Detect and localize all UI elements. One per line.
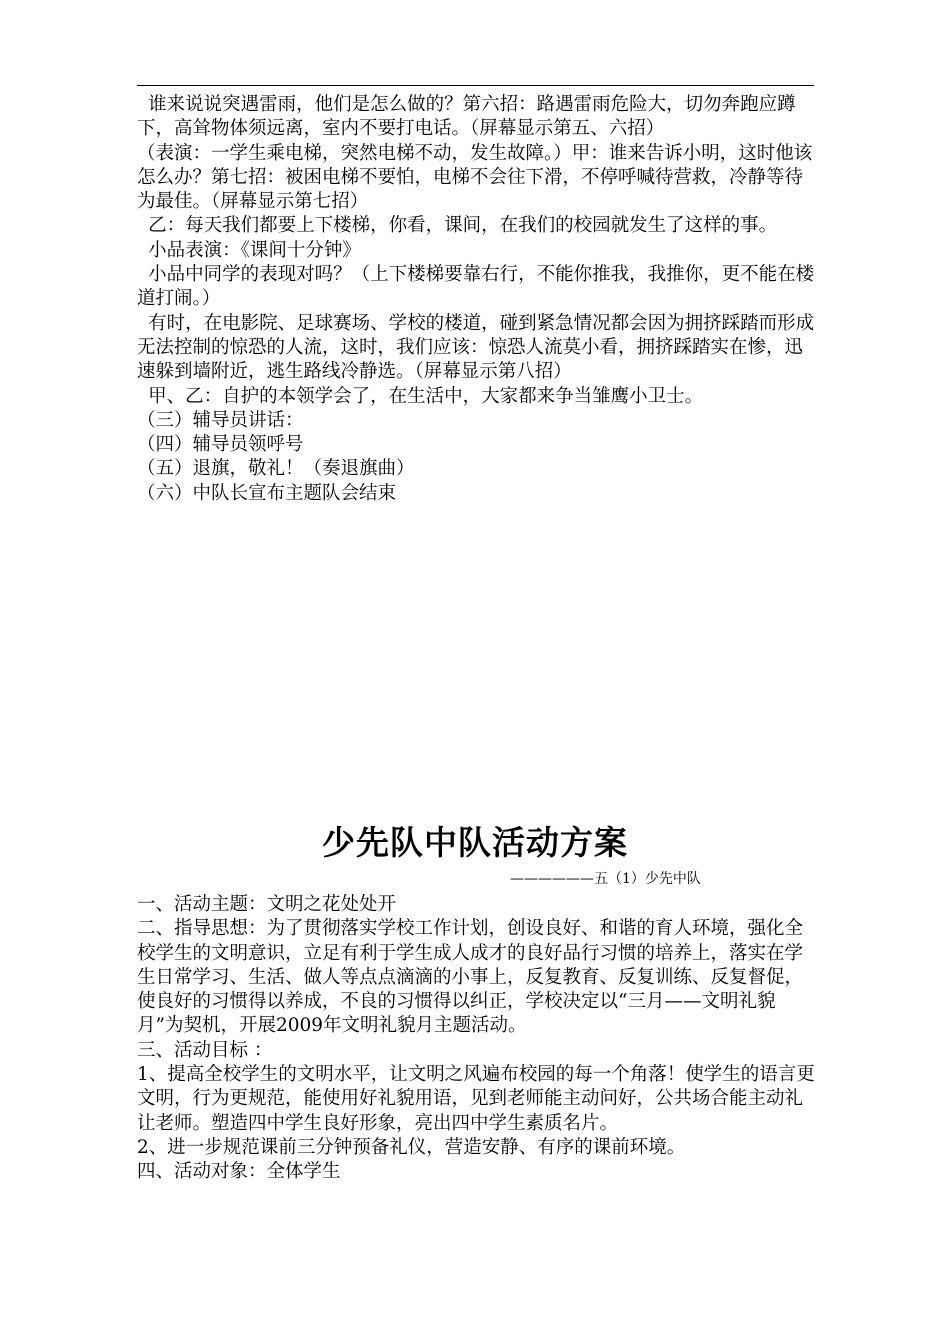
- paragraph: 乙：每天我们都要上下楼梯，你看，课间，在我们的校园就发生了这样的事。: [148, 215, 778, 237]
- paragraph: 三、活动目标 ：: [137, 1039, 273, 1061]
- paragraph: （五）退旗，敬礼！（奏退旗曲）: [137, 458, 415, 480]
- paragraph: （四）辅导员领呼号: [137, 434, 304, 456]
- paragraph: 甲、乙：自护的本领学会了，在生活中，大家都来争当雏鹰小卫士。: [148, 385, 704, 407]
- paragraph: 1、提高全校学生的文明水平，让文明之风遍布校园的每一个角落！使学生的语言更文明，行为更规范，能使用好礼貌用语，见到老师能主动问好，公共场合能主动礼让老师。塑造四中学生良好形象，亮出四中学生素质名片。: [137, 1064, 815, 1134]
- paragraph: （表演：一学生乘电梯，突然电梯不动，发生故障。）甲：谁来告诉小明，这时他该怎么办？第七招：被困电梯不要怕，电梯不会往下滑，不停呼喊待营救，冷静等待为最佳。（屏幕显示第七招）: [137, 142, 813, 213]
- paragraph: 2、进一步规范课前三分钟预备礼仪，营造安静、有序的课前环境。: [137, 1136, 686, 1158]
- paragraph: 谁来说说突遇雷雨，他们是怎么做的？第六招：路遇雷雨危险大，切勿奔跑应蹲下，高耸物体须远离，室内不要打电话。（屏幕显示第五、六招）: [137, 94, 796, 140]
- paragraph: 有时，在电影院、足球赛场、学校的楼道，碰到紧急情况都会因为拥挤踩踏而形成无法控制的惊恐的人流，这时，我们应该：惊恐人流莫小看，拥挤踩踏实在惨，迅速躲到墙附近，逃生路线冷静选。（屏幕显示第八招）: [137, 312, 815, 383]
- paragraph: 一、活动主题：文明之花处处开: [137, 894, 397, 915]
- paragraph: 二、指导思想：为了贯彻落实学校工作计划，创设良好、和谐的育人环境，强化全校学生的文明意识，立足有利于学生成人成才的良好品行习惯的培养上，落实在学生日常学习、生活、做人等点点滴滴的小事上，反复教育、反复训练、反复督促，使良好的习惯得以养成，不良的习惯得以纠正，学校决定以“三月——文明礼貌月”为契机，开展2009年文明礼貌月主题活动。: [137, 918, 804, 1037]
- paragraph: （六）中队长宣布主题队会结束: [137, 482, 397, 504]
- paragraph: （三）辅导员讲话：: [137, 409, 304, 431]
- paragraph: 四、活动对象：全体学生: [137, 1161, 341, 1183]
- plan-subtitle: ——————五（1）少先中队: [510, 871, 701, 887]
- continued-lesson-section: [137, 93, 819, 506]
- plan-title: 少先队中队活动方案: [322, 823, 628, 862]
- paragraph: 小品中同学的表现对吗？（上下楼梯要靠右行，不能你推我，我推你，更不能在楼道打闹。）: [137, 264, 815, 310]
- header-rule: [137, 85, 814, 86]
- paragraph: 小品表演：《课间十分钟》: [148, 239, 361, 261]
- plan-body: [137, 893, 819, 1185]
